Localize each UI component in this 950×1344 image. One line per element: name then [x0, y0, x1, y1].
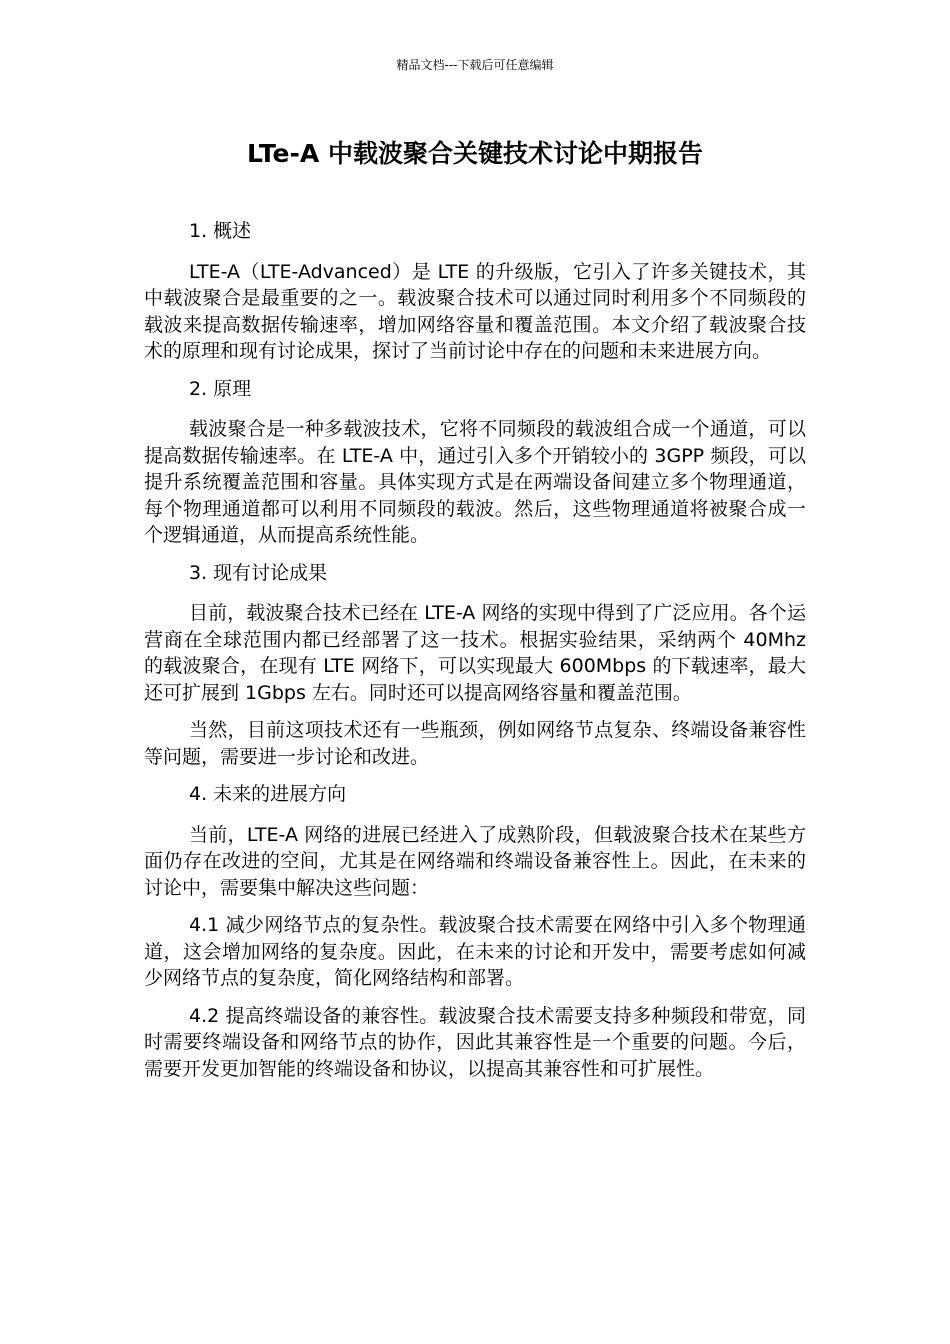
section-paragraph: LTE-A（LTE-Advanced）是 LTE 的升级版，它引入了许多关键技术，其中载波聚合是最重要的之一。载波聚合技术可以通过同时利用多个不同频段的载波来提高数据传输速率，增加网络容量和覆盖范围。本文介绍了载波聚合技术的原理和现有讨论成果，探讨了当前讨论中存在的问题和未来进展方向。: [144, 260, 806, 362]
document-title: LTe-A 中载波聚合关键技术讨论中期报告: [247, 139, 703, 168]
section-principle: [144, 376, 806, 549]
section-heading: 4. 未来的进展方向: [189, 783, 347, 805]
section-paragraph: 目前，载波聚合技术已经在 LTE-A 网络的实现中得到了广泛应用。各个运营商在全球范围内都已经部署了这一技术。根据实验结果，采纳两个 40Mhz 的载波聚合，在现有 LTE 网络下，可以实现最大 600Mbps 的下载速率，最大还可扩展到 1Gbps 左右。同时还可以提高网络容量和覆盖范围。: [144, 602, 806, 704]
section-heading: 2. 原理: [189, 377, 252, 400]
section-paragraph: 载波聚合是一种多载波技术，它将不同频段的载波组合成一个通道，可以提高数据传输速率。在 LTE-A 中，通过引入多个开销较小的 3GPP 频段，可以提升系统覆盖范围和容量。具体实现方式是在两端设备间建立多个物理通道，每个物理通道都可以利用不同频段的载波。然后，这些物理通道将被聚合成一个逻辑通道，从而提高系统性能。: [144, 418, 806, 546]
section-existing-results: [144, 560, 806, 771]
page-header-note: 精品文档---下载后可任意编辑: [396, 58, 554, 72]
section-future-directions: [144, 781, 806, 1082]
section-paragraph: 4.1 减少网络节点的复杂性。载波聚合技术需要在网络中引入多个物理通道，这会增加网络的复杂度。因此，在未来的讨论和开发中，需要考虑如何减少网络节点的复杂度，简化网络结构和部署。: [144, 914, 806, 989]
section-paragraph: 当然，目前这项技术还有一些瓶颈，例如网络节点复杂、终端设备兼容性等问题，需要进一步讨论和改进。: [144, 719, 806, 768]
section-overview: [144, 218, 806, 365]
section-heading: 1. 概述: [189, 220, 252, 242]
section-paragraph: 当前，LTE-A 网络的进展已经进入了成熟阶段，但载波聚合技术在某些方面仍存在改进的空间，尤其是在网络端和终端设备兼容性上。因此，在未来的讨论中，需要集中解决这些问题：: [144, 823, 806, 899]
section-heading: 3. 现有讨论成果: [189, 561, 328, 584]
document-body: [144, 218, 806, 1093]
section-paragraph: 4.2 提高终端设备的兼容性。载波聚合技术需要支持多种频段和带宽，同时需要终端设备和网络节点的协作，因此其兼容性是一个重要的问题。今后，需要开发更加智能的终端设备和协议，以提高其兼容性和可扩展性。: [144, 1004, 806, 1080]
